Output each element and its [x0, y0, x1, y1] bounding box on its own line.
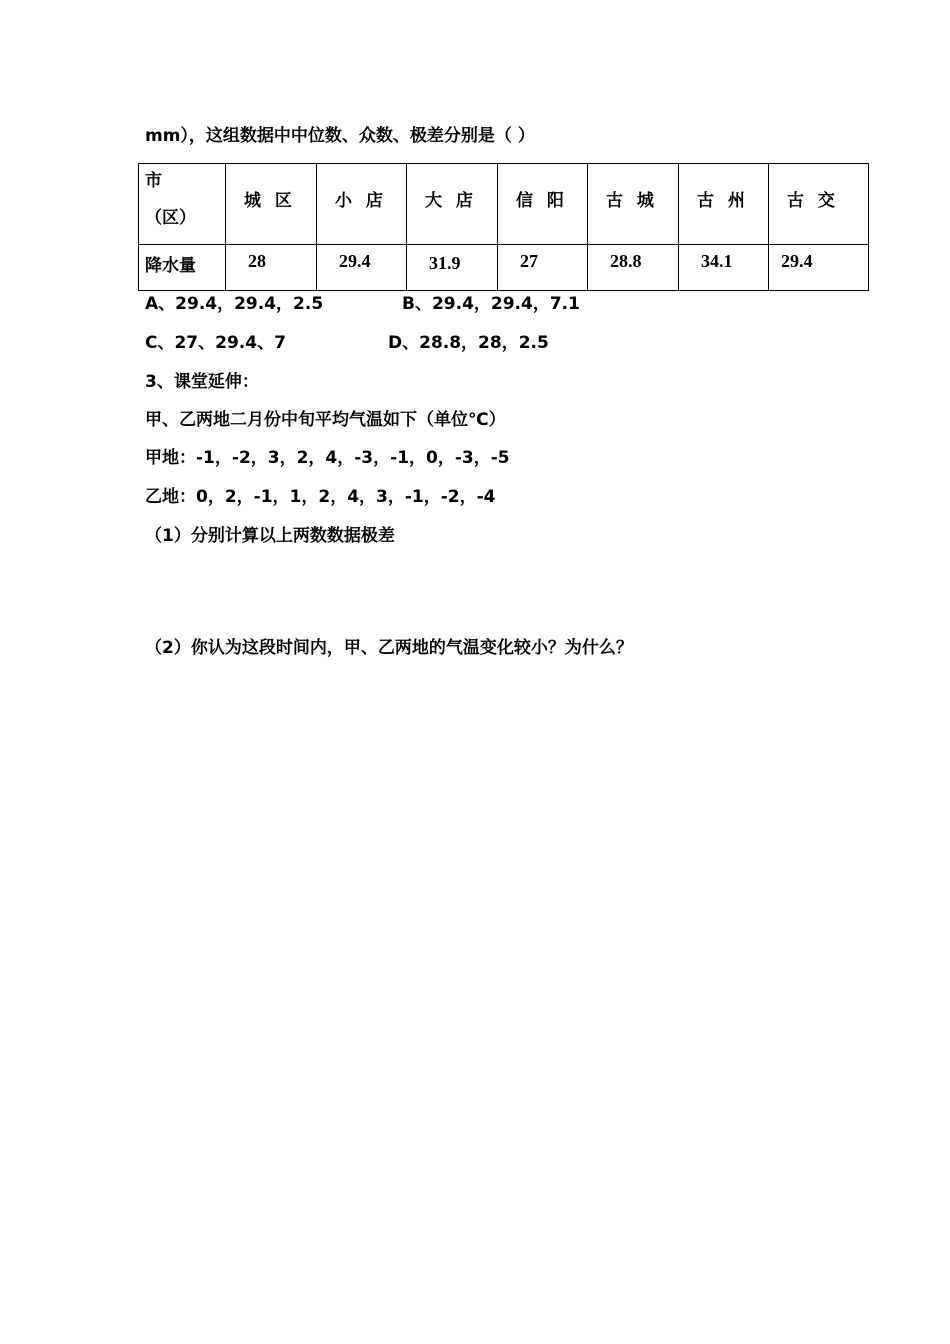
- table-corner-cell: [139, 164, 226, 245]
- header-label: 古 城: [606, 191, 658, 211]
- header-label: 城 区: [244, 191, 296, 211]
- option-c: C、27、29.4、7: [145, 333, 286, 353]
- header-label: 古 州: [697, 191, 749, 211]
- rainfall-value: 28.8: [610, 251, 642, 271]
- table-header-cell: [407, 164, 498, 245]
- header-label: 小 店: [335, 191, 387, 211]
- table-header-cell: [769, 164, 869, 245]
- rainfall-value: 34.1: [701, 251, 733, 271]
- yi-data-line: 乙地：0，2，-1，1，2，4，3，-1，-2，-4: [145, 487, 496, 507]
- rainfall-value: 29.4: [781, 251, 813, 271]
- table-header-cell: [317, 164, 407, 245]
- rainfall-table: [138, 163, 869, 291]
- row-label-cell: [139, 245, 226, 291]
- header-label: 大 店: [425, 191, 477, 211]
- table-header-row: [139, 164, 869, 245]
- rainfall-value: 27: [520, 251, 538, 271]
- rainfall-value: 29.4: [339, 251, 371, 271]
- header-label: 古 交: [787, 191, 839, 211]
- corner-label-city: 市: [145, 171, 162, 191]
- table-header-cell: [226, 164, 317, 245]
- header-label: 信 阳: [516, 191, 568, 211]
- table-header-cell: [498, 164, 588, 245]
- table-cell: [226, 245, 317, 291]
- rainfall-value: 28: [248, 251, 266, 271]
- section-intro: 甲、乙两地二月份中旬平均气温如下（单位℃）: [145, 410, 506, 430]
- row-label: 降水量: [145, 256, 196, 276]
- question-2: （2）你认为这段时间内，甲、乙两地的气温变化较小？为什么？: [145, 638, 633, 658]
- table-cell: [317, 245, 407, 291]
- option-a: A、29.4，29.4，2.5: [145, 294, 324, 314]
- table-header-cell: [588, 164, 679, 245]
- question-1: （1）分别计算以上两数数据极差: [145, 526, 395, 546]
- table-row: [139, 245, 869, 291]
- table-cell: [588, 245, 679, 291]
- section-heading: 3、课堂延伸：: [145, 372, 259, 392]
- table-cell: [498, 245, 588, 291]
- table-cell: [407, 245, 498, 291]
- option-b: B、29.4，29.4，7.1: [402, 294, 580, 314]
- corner-label-district: （区）: [145, 208, 196, 228]
- table-header-cell: [679, 164, 769, 245]
- jia-data-line: 甲地：-1，-2，3，2，4，-3，-1，0，-3，-5: [145, 448, 510, 468]
- table-cell: [679, 245, 769, 291]
- rainfall-value: 31.9: [429, 253, 461, 273]
- question-intro-line: mm），这组数据中中位数、众数、极差分别是（ ）: [145, 126, 535, 146]
- table-cell: [769, 245, 869, 291]
- option-d: D、28.8，28，2.5: [388, 333, 549, 353]
